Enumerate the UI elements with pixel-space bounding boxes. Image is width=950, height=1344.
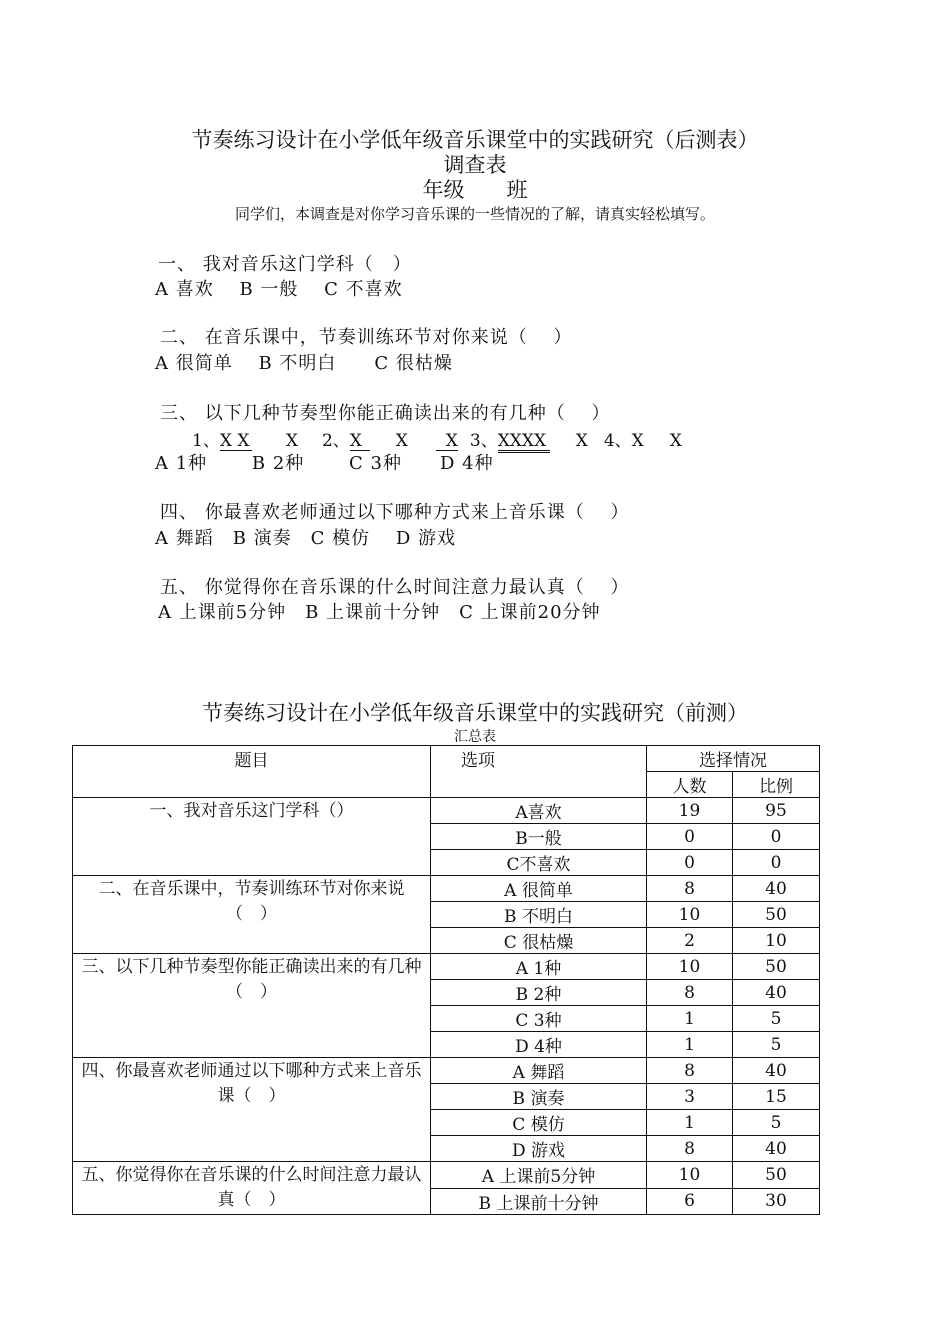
option-cell: D 4种 — [431, 1032, 647, 1058]
question-5-options: A 上课前5分钟 B 上课前十分钟 C 上课前20分钟 — [158, 602, 601, 623]
question-1: 一、 我对音乐这门学科（ ） — [158, 254, 412, 275]
question-2-options: A 很简单 B 不明白 C 很枯燥 — [155, 353, 453, 374]
count-cell: 10 — [647, 954, 733, 980]
option-cell: A 舞蹈 — [431, 1058, 647, 1084]
count-cell: 10 — [647, 902, 733, 928]
count-cell: 1 — [647, 1110, 733, 1136]
header-count: 人数 — [647, 772, 733, 798]
ratio-cell: 5 — [733, 1032, 820, 1058]
rhythm-3-tail: X — [575, 431, 588, 451]
count-cell: 3 — [647, 1084, 733, 1110]
ratio-cell: 30 — [733, 1188, 820, 1215]
option-cell: A 1种 — [431, 954, 647, 980]
question-3-options: A 1种 B 2种 C 3种 D 4种 — [155, 453, 494, 474]
rhythm-3-double-underlined: XXXX — [498, 432, 550, 453]
ratio-cell: 0 — [733, 824, 820, 850]
ratio-cell: 50 — [733, 954, 820, 980]
option-cell: C 很枯燥 — [431, 928, 647, 954]
ratio-cell: 50 — [733, 1162, 820, 1189]
question-2: 二、 在音乐课中，节奏训练环节对你来说（ ） — [160, 327, 573, 348]
count-cell: 8 — [647, 980, 733, 1006]
rhythm-2-underlined: X — [350, 432, 370, 451]
table-row — [73, 798, 820, 824]
group-4-question: 四、你最喜欢老师通过以下哪种方式来上音乐课（ ） — [73, 1058, 431, 1162]
question-4-options: A 舞蹈 B 演奏 C 模仿 D 游戏 — [155, 528, 457, 549]
ratio-cell: 40 — [733, 876, 820, 902]
question-5: 五、 你觉得你在音乐课的什么时间注意力最认真（ ） — [160, 577, 630, 598]
table-row — [73, 1058, 820, 1084]
option-cell: B一般 — [431, 824, 647, 850]
rhythm-4-b: X — [669, 431, 682, 451]
header-result: 选择情况 — [647, 746, 820, 772]
group-5-question: 五、你觉得你在音乐课的什么时间注意力最认真（ ） — [73, 1162, 431, 1215]
option-cell: A 很简单 — [431, 876, 647, 902]
option-cell: C不喜欢 — [431, 850, 647, 876]
rhythm-1-tail: X — [285, 431, 298, 451]
option-cell: B 演奏 — [431, 1084, 647, 1110]
rhythm-2-mid: X — [395, 431, 408, 451]
ratio-cell: 40 — [733, 1136, 820, 1162]
table-row — [73, 954, 820, 980]
count-cell: 10 — [647, 1162, 733, 1189]
table-row — [73, 1162, 820, 1189]
summary-subtitle: 汇总表 — [454, 729, 496, 745]
grade-class-line: 年级 班 — [422, 178, 528, 202]
count-cell: 0 — [647, 850, 733, 876]
group-2-question: 二、在音乐课中，节奏训练环节对你来说（ ） — [73, 876, 431, 954]
option-cell: B 上课前十分钟 — [431, 1188, 647, 1215]
question-1-options: A 喜欢 B 一般 C 不喜欢 — [155, 279, 403, 300]
header-ratio: 比例 — [733, 772, 820, 798]
count-cell: 8 — [647, 876, 733, 902]
count-cell: 2 — [647, 928, 733, 954]
ratio-cell: 5 — [733, 1110, 820, 1136]
ratio-cell: 10 — [733, 928, 820, 954]
table-row — [73, 876, 820, 902]
count-cell: 1 — [647, 1006, 733, 1032]
option-cell: B 不明白 — [431, 902, 647, 928]
count-cell: 6 — [647, 1188, 733, 1215]
header-question: 题目 — [73, 746, 431, 798]
rhythm-4-label: 4、 — [603, 431, 632, 451]
ratio-cell: 15 — [733, 1084, 820, 1110]
survey-subtitle: 调查表 — [443, 153, 507, 177]
rhythm-2-label: 2、 — [321, 431, 350, 451]
question-3: 三、 以下几种节奏型你能正确读出来的有几种（ ） — [160, 403, 611, 424]
summary-table — [72, 745, 820, 1215]
question-4: 四、 你最喜欢老师通过以下哪种方式来上音乐课（ ） — [160, 502, 630, 523]
rhythm-1-underlined: X X — [220, 432, 252, 451]
count-cell: 0 — [647, 824, 733, 850]
summary-title: 节奏练习设计在小学低年级音乐课堂中的实践研究（前测） — [202, 701, 748, 725]
ratio-cell: 5 — [733, 1006, 820, 1032]
rhythm-3-label: 3、 — [469, 431, 498, 451]
rhythm-1-label: 1、 — [192, 431, 220, 451]
count-cell: 19 — [647, 798, 733, 824]
ratio-cell: 0 — [733, 850, 820, 876]
survey-title: 节奏练习设计在小学低年级音乐课堂中的实践研究（后测表） — [191, 128, 759, 152]
group-3-question: 三、以下几种节奏型你能正确读出来的有几种（ ） — [73, 954, 431, 1058]
count-cell: 8 — [647, 1058, 733, 1084]
header-option: 选项 — [431, 746, 647, 798]
option-cell: A 上课前5分钟 — [431, 1162, 647, 1189]
survey-intro: 同学们，本调查是对你学习音乐课的一些情况的了解，请真实轻松填写。 — [234, 205, 715, 223]
option-cell: C 模仿 — [431, 1110, 647, 1136]
option-cell: A喜欢 — [431, 798, 647, 824]
ratio-cell: 40 — [733, 980, 820, 1006]
ratio-cell: 95 — [733, 798, 820, 824]
option-cell: C 3种 — [431, 1006, 647, 1032]
ratio-cell: 50 — [733, 902, 820, 928]
group-1-question: 一、我对音乐这门学科（） — [73, 798, 431, 876]
ratio-cell: 40 — [733, 1058, 820, 1084]
count-cell: 1 — [647, 1032, 733, 1058]
rhythm-4-a: X — [631, 431, 644, 451]
count-cell: 8 — [647, 1136, 733, 1162]
rhythm-2-underlined-tail: X — [436, 432, 458, 451]
option-cell: B 2种 — [431, 980, 647, 1006]
option-cell: D 游戏 — [431, 1136, 647, 1162]
